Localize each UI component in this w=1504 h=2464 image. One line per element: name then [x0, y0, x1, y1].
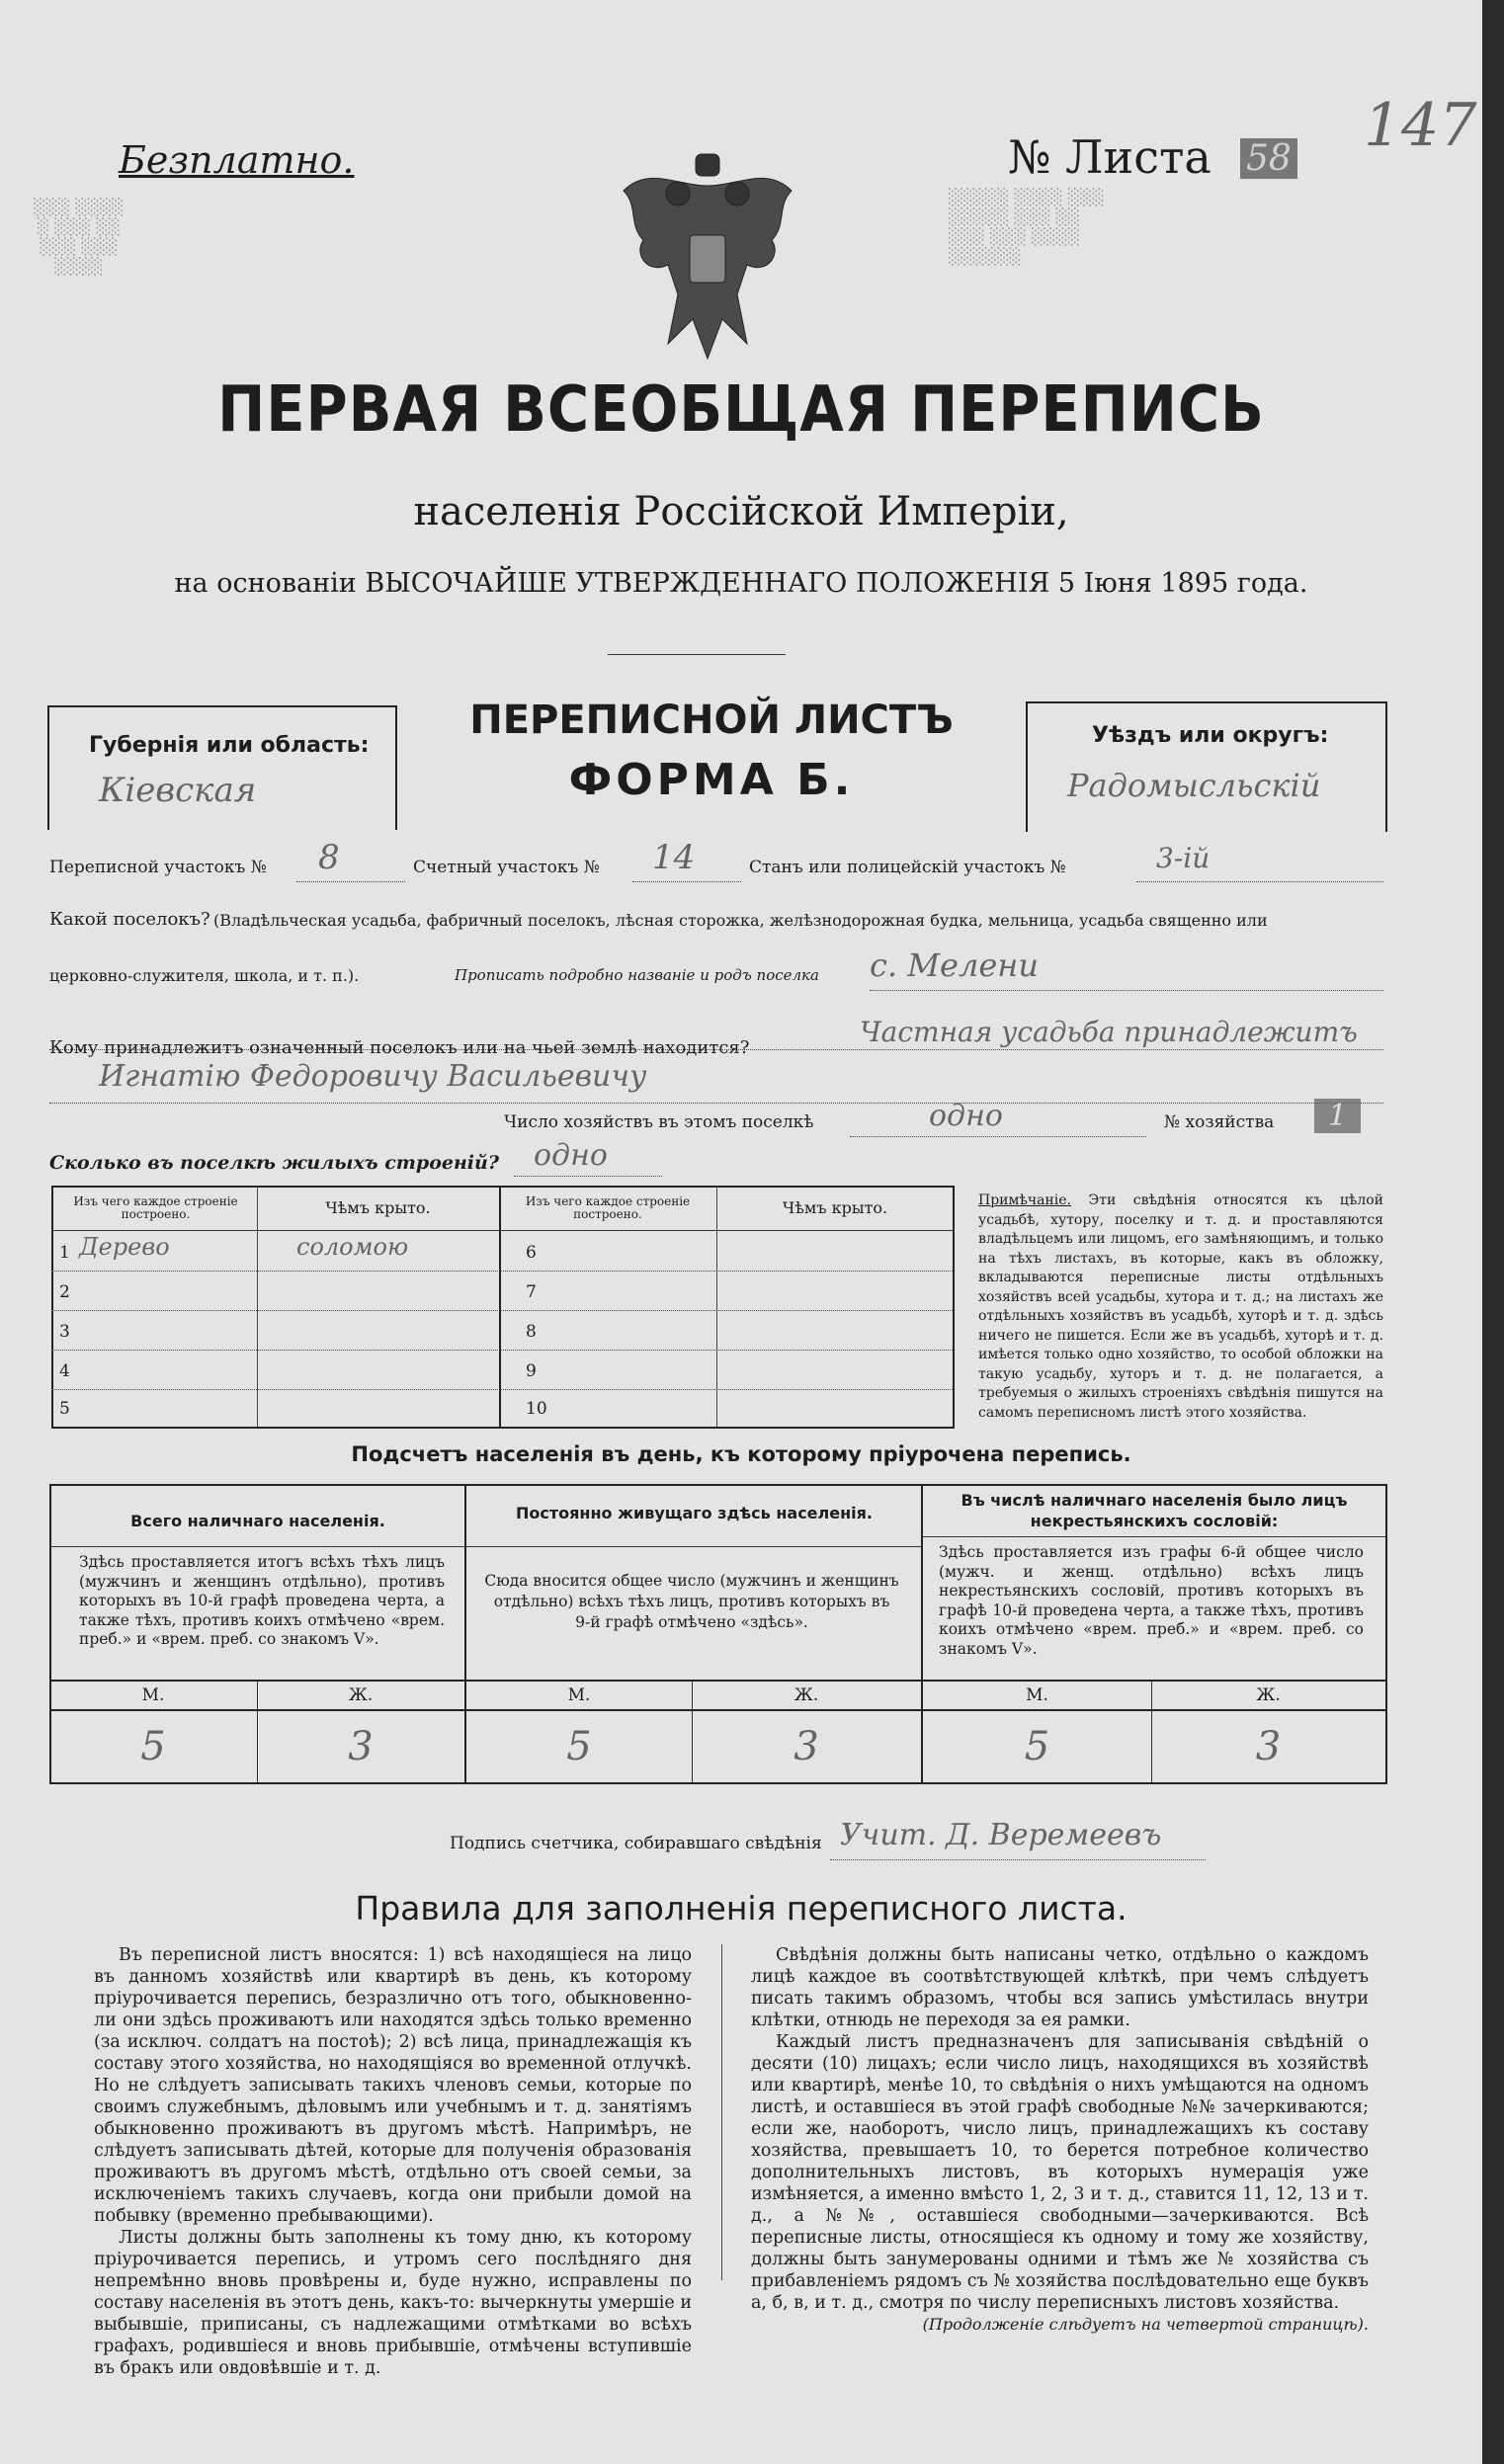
signature-label: Подпись счетчика, собиравшаго свѣдѣнія	[450, 1834, 822, 1853]
male-label: М.	[1026, 1685, 1048, 1705]
pop-col-header: Въ числѣ наличнаго населенія было лицъ некрестьянскихъ сословій:	[961, 1491, 1348, 1530]
household-number-label: № хозяйства	[1164, 1112, 1275, 1132]
rules-left-paragraph: Въ переписной листъ вносятся: 1) всѣ находящіеся на лицо въ данномъ хозяйствѣ или квартирѣ въ день, къ которому пріурочивается перепись, безразлично отъ того, обыкновенно-ли они здѣсь проживаютъ или находятся здѣсь только временно (за исключ. солдатъ на постоѣ); 2) всѣ лица, принадлежащія къ составу этого хозяйства, но находящіяся во временной отлучкѣ. Но не слѣдуетъ записывать такихъ членовъ семьи, которые по своимъ служебнымъ, дѣловымъ или учебнымъ и т. д. занятіямъ обыкновенно проживаютъ въ другомъ мѣстѣ. Напримѣръ, не слѣдуетъ записывать дѣтей, которые для полученія образованія проживаютъ въ другомъ мѣстѣ, отдѣльно отъ своей семьи, за исключеніемъ такихъ случаевъ, когда они прибыли домой на побывку (временно пребывающими).	[94, 1945, 692, 2226]
pop-male-value: 5	[140, 1724, 166, 1769]
count-district-label: Счетный участокъ №	[413, 858, 600, 877]
building-row-number: 1	[59, 1243, 70, 1263]
form-title: ФОРМА Б.	[568, 755, 855, 805]
building-row-number: 10	[526, 1399, 547, 1419]
rules-continued-note: (Продолженіе слѣдуетъ на четвертой страницѣ).	[922, 2315, 1369, 2334]
owner-label: Кому принадлежитъ означенный поселокъ или на чьей землѣ находится?	[49, 1037, 750, 1058]
buildings-label: Сколько въ поселкѣ жилыхъ строеній?	[49, 1152, 499, 1174]
settlement-hint-2: церковно-служителя, школа, и т. п.).	[49, 966, 360, 985]
census-district-label: Переписной участокъ №	[49, 858, 267, 877]
settlement-value: с. Мелени	[870, 946, 1039, 984]
divider	[608, 654, 786, 655]
rules-title: Правила для заполненія переписного листа.	[355, 1889, 1128, 1928]
rules-right-column	[751, 1944, 1369, 2336]
households-label: Число хозяйствъ въ этомъ поселкѣ	[504, 1112, 814, 1132]
census-district-line	[296, 881, 405, 882]
pop-female-value: 3	[794, 1724, 819, 1769]
uezd-value: Радомысльскій	[1067, 767, 1321, 804]
pop-col-desc: Сюда вносится общее число (мужчинъ и женщинъ отдѣльно) всѣхъ тѣхъ лицъ, противъ которыхъ въ 9-й графѣ отмѣчено «здѣсь».	[484, 1572, 899, 1631]
stan-line	[1136, 881, 1383, 882]
signature-line	[830, 1859, 1206, 1860]
note-block	[978, 1191, 1383, 1423]
buildings-line	[514, 1176, 662, 1177]
sheet-number-value: 58	[1240, 138, 1297, 179]
male-label: М.	[141, 1685, 165, 1705]
rules-right-paragraph: Каждый листъ предназначенъ для записыванія свѣдѣній о десяти (10) лицахъ; если число лицъ, находящихся въ хозяйствѣ или квартирѣ, менѣе 10, то свѣдѣнія о нихъ умѣщаются на одномъ листѣ, и оставшіеся въ этой графѣ свободные №№ зачеркиваются; если же, наоборотъ, число лицъ, принадлежащихъ къ составу хозяйства, превышаетъ 10, то берется потребное количество дополнительныхъ листовъ, въ которыхъ нумерація уже измѣняется, а именно вмѣсто 1, 2, 3 и т. д., ставится 11, 12, 13 и т. д., а №№, оставшіеся свободными—зачеркиваются. Всѣ переписные листы, относящіеся къ одному и тому же хозяйству, должны быть занумерованы одними и тѣмъ же № хозяйства съ прибавленіемъ рядомъ съ № хозяйства послѣдовательно еще буквъ а, б, в, и т. д., смотря по числу переписныхъ листовъ хозяйства.	[751, 2032, 1369, 2313]
uezd-label: Уѣздъ или округъ:	[1092, 723, 1329, 748]
rules-left-column	[94, 1944, 692, 2379]
guberniya-box	[47, 705, 397, 830]
owner-line	[49, 1103, 1383, 1104]
building-row-number: 6	[526, 1243, 537, 1263]
household-number-value: 1	[1314, 1099, 1361, 1133]
sheet-title: ПЕРЕПИСНОЙ ЛИСТЪ	[469, 698, 954, 743]
table-col-line	[257, 1186, 258, 1427]
col-roof-header: Чѣмъ крыто.	[782, 1198, 888, 1217]
table-col-line	[716, 1186, 717, 1427]
pop-col-header: Всего наличнаго населенія.	[130, 1512, 385, 1530]
col-roof-header: Чѣмъ крыто.	[325, 1198, 431, 1217]
pop-female-value: 3	[348, 1724, 374, 1769]
owner-value-line2: Игнатію Федоровичу Васильевичу	[99, 1059, 647, 1094]
census-district-value: 8	[318, 838, 340, 877]
building-row-material: Дерево	[79, 1233, 170, 1261]
page-title: ПЕРВАЯ ВСЕОБЩАЯ ПЕРЕПИСЬ	[217, 373, 1265, 447]
pop-male-value: 5	[1024, 1724, 1050, 1769]
note-label: Примѣчаніе.	[978, 1192, 1071, 1208]
rules-divider	[721, 1944, 722, 2280]
page-basis: на основаніи ВЫСОЧАЙШЕ УТВЕРЖДЕННАГО ПОЛОЖЕНІЯ 5 Іюня 1895 года.	[174, 568, 1308, 599]
rules-left-paragraph: Листы должны быть заполнены къ тому дню, къ которому пріурочивается перепись, и утромъ сего послѣдняго дня непремѣнно вновь провѣрены и, буде нужно, исправлены по составу населенія въ этотъ день, какъ-то: вычеркнуты умершіе и выбывшіе, приписаны, съ надлежащими отмѣтками во всѣхъ графахъ, родившіеся и вновь прибывшіе, отмѣчены вступившіе въ бракъ или овдовѣвшіе и т. д.	[94, 2228, 692, 2378]
note-text: Эти свѣдѣнія относятся къ цѣлой усадьбѣ, хутору, поселку и т. д. и проставляются владѣльцемъ или лицомъ, его замѣняющимъ, и только на тѣхъ листахъ, въ которые, какъ въ обложку, вкладываются переписные листы отдѣльныхъ хозяйствъ всей усадьбы, хутора и т. д.; на листахъ же отдѣльныхъ хозяйствъ въ усадьбѣ, хуторѣ и т. д. здѣсь ничего не пишется. Если же въ усадьбѣ, хуторѣ и т. д. имѣется только одно хозяйство, то особой обложки на такую усадьбу, хуторъ и т. д. не полагается, а требуемыя о жилыхъ строеніяхъ свѣдѣнія пишутся на самомъ переписномъ листѣ этого хозяйства.	[978, 1192, 1383, 1421]
pop-header-line	[49, 1546, 466, 1547]
building-row-number: 3	[59, 1322, 70, 1342]
scan-edge	[1482, 0, 1504, 2464]
pop-col-desc: Здѣсь проставляется изъ графы 6-й общее число (мужч. и женщ. отдѣльно) всѣхъ лицъ некрестьянскихъ сословій, противъ которыхъ въ графѣ 10-й проведена черта, а также тѣхъ, противъ коихъ отмѣчено «врем. преб.» и «врем. преб. со знакомъ V».	[939, 1543, 1364, 1658]
settlement-line	[870, 990, 1383, 991]
female-label: Ж.	[348, 1685, 374, 1705]
pop-header-line	[923, 1536, 1385, 1537]
building-row-number: 7	[526, 1282, 537, 1302]
row-line	[51, 1389, 953, 1390]
count-district-value: 14	[652, 838, 696, 877]
pop-male-value: 5	[566, 1724, 592, 1769]
guberniya-label: Губернія или область:	[89, 733, 370, 758]
pop-mf-line	[49, 1680, 1385, 1682]
pop-header-line	[466, 1546, 921, 1547]
building-row-roof: соломою	[296, 1233, 409, 1261]
archive-page-mark: 147	[1364, 91, 1477, 160]
female-label: Ж.	[794, 1685, 819, 1705]
col-material-header: Изъ чего каждое строеніе построено.	[525, 1194, 691, 1222]
bleedthrough-text: ░░░░░ ░░░░ ░░░ ░░░░░ ░░░ ░░ ░░░ ░░░ ░░░░ ░░░░░░	[949, 188, 1105, 266]
building-row-number: 5	[59, 1399, 70, 1419]
pop-col-header: Постоянно живущаго здѣсь населенія.	[516, 1504, 873, 1522]
settlement-label: Какой поселокъ?	[49, 909, 210, 930]
households-value: одно	[929, 1099, 1003, 1133]
buildings-table	[51, 1186, 955, 1429]
settlement-instruction: Прописать подробно названіе и родъ поселка	[455, 966, 819, 984]
building-row-number: 9	[526, 1361, 537, 1381]
bleedthrough-text: ░░░ ░░░░ ░ ░░░ ░░ ░░░ ░░░ ░░░░	[34, 198, 125, 276]
guberniya-value: Кіевская	[99, 771, 257, 810]
stan-label: Станъ или полицейскій участокъ №	[749, 858, 1066, 877]
buildings-value: одно	[534, 1138, 608, 1173]
table-divider	[499, 1186, 501, 1427]
female-label: Ж.	[1256, 1685, 1281, 1705]
signature-value: Учит. Д. Веремеевъ	[840, 1818, 1162, 1852]
imperial-eagle-emblem-icon	[609, 146, 806, 373]
table-header-line	[51, 1230, 953, 1231]
households-line	[850, 1136, 1146, 1137]
building-row-number: 4	[59, 1361, 70, 1381]
count-district-line	[632, 881, 741, 882]
pop-col-desc: Здѣсь проставляется итогъ всѣхъ тѣхъ лицъ (мужчинъ и женщинъ отдѣльно), противъ которыхъ въ 10-й графѣ проведена черта, а также тѣхъ, противъ коихъ отмѣчено «врем. преб.» и «врем. преб. со знакомъ V».	[79, 1553, 445, 1648]
pop-female-value: 3	[1255, 1724, 1282, 1769]
rules-right-paragraph: Свѣдѣнія должны быть написаны четко, отдѣльно о каждомъ лицѣ каждое въ соотвѣтствующей клѣткѣ, при чемъ слѣдуетъ писать такимъ образомъ, чтобы вся запись умѣстилась внутри клѣтки, отнюдь не переходя за ея рамки.	[751, 1945, 1369, 2030]
building-row-number: 8	[526, 1322, 537, 1342]
settlement-hint-1: (Владѣльческая усадьба, фабричный поселокъ, лѣсная сторожка, желѣзнодорожная будка, мельница, усадьба священно или	[213, 911, 1268, 930]
row-line	[51, 1271, 953, 1272]
row-line	[51, 1350, 953, 1351]
male-label: М.	[567, 1685, 591, 1705]
building-row-number: 2	[59, 1282, 70, 1302]
page-subtitle: населенія Россійской Имперіи,	[413, 489, 1069, 534]
col-material-header: Изъ чего каждое строеніе построено.	[73, 1194, 238, 1222]
owner-value-line1: Частная усадьба принадлежитъ	[860, 1016, 1358, 1048]
population-title: Подсчетъ населенія въ день, къ которому пріурочена перепись.	[351, 1442, 1131, 1466]
sheet-number-label: № Листа	[1008, 130, 1212, 184]
pop-mf-line	[49, 1709, 1385, 1711]
free-label: Безплатно.	[119, 138, 355, 182]
row-line	[51, 1310, 953, 1311]
stan-value: 3-ій	[1156, 842, 1211, 874]
